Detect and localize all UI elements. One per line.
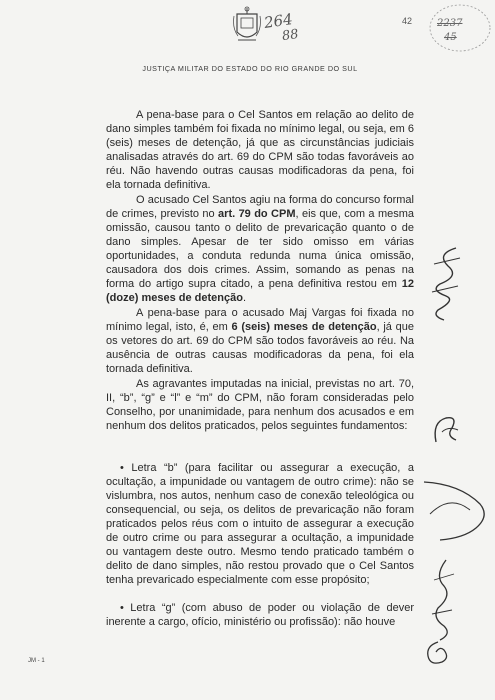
signature-5-icon xyxy=(422,638,452,668)
paragraph-1 xyxy=(106,108,414,192)
paragraph-4 xyxy=(106,377,414,433)
handwritten-folio: 264 xyxy=(262,10,294,32)
signature-1-icon xyxy=(426,244,466,322)
paragraph-3-bold-sentence: 6 (seis) meses de detenção xyxy=(231,321,377,333)
paragraph-2 xyxy=(106,193,414,305)
stamp-number-top: 2237 xyxy=(437,18,463,29)
form-code: JM - 1 xyxy=(28,658,45,664)
page-number: 42 xyxy=(402,16,413,26)
bullet-letter-g xyxy=(106,601,414,629)
signature-4-icon xyxy=(428,556,458,642)
institution-header: JUSTIÇA MILITAR DO ESTADO DO RIO GRANDE DO SUL xyxy=(142,64,358,73)
paragraph-3 xyxy=(106,306,414,376)
paragraph-4-text: As agravantes imputadas na inicial, previstas no art. 70, II, “b”, “g” e “l” e “m” do CPM, não foram consideradas pelo Conselho, por unanimidade, para nenhum dos acusados e em nenhum dos delitos praticados, pelos seguintes fundamentos: xyxy=(106,378,414,432)
paragraph-3-text-a: A pena-base para o acusado Maj Vargas foi fixada no mínimo legal, isto, é, em xyxy=(106,307,414,333)
paragraph-2-text-e: . xyxy=(242,292,246,304)
paragraph-3-text-c: , já que os vetores do art. 69 do CPM são todos favoráveis ao réu. Na ausência de outras causas modificadoras da pena, foi ela tornada definitiva. xyxy=(106,321,414,375)
coat-of-arms-icon xyxy=(232,6,262,46)
paragraph-1-text: A pena-base para o Cel Santos em relação ao delito de dano simples também foi fixada no mínimo legal, ou seja, em 6 (seis) meses de detenção, já que as circunstâncias judiciais analisadas através do art. 69 do CPM são todas favoráveis ao réu. Não havendo outras causas modificadoras da pena, foi ela tornada definitiva. xyxy=(106,109,414,191)
paragraph-2-text-c: , eis que, com a mesma omissão, causou tanto o delito de prevaricação quanto o de dano simples. Apesar de ter sido omisso em várias oportunidades, a conduta redunda numa única omissão, causadora dos dois crimes. Assim, somando as penas na forma do artigo supra citado, a pena definitiva restou em xyxy=(106,208,414,290)
paragraph-2-text-a: O acusado Cel Santos agiu na forma do concurso formal de crimes, previsto no xyxy=(106,194,414,220)
paragraph-2-bold-article: art. 79 do CPM xyxy=(218,208,296,220)
bullet-letter-g-text: • Letra “g” (com abuso de poder ou violação de dever inerente a cargo, ofício, ministério ou profissão): não houve xyxy=(106,602,414,628)
handwritten-folio-sub: 88 xyxy=(281,26,300,45)
signature-3-icon xyxy=(420,474,492,546)
bullet-letter-b-text: • Letra “b” (para facilitar ou assegurar a execução, a ocultação, a impunidade ou vantagem de outro crime): não se vislumbra, nos autos, nenhum caso de conexão teleológica ou consequencial, ou seja, os delitos de prevaricação não foram praticados pelos réus com o intuito de assegurar a execução de outro crime ou para assegurar a ocultação, a impunidade ou vantagem deste outro. Mesmo tendo praticado também o delito de dano simples, não restou provado que o Cel Santos tenha prevaricado especialmente com esse propósito; xyxy=(106,462,414,586)
signature-2-icon xyxy=(428,412,464,448)
folio-stamp xyxy=(424,2,492,58)
bullet-letter-b xyxy=(106,461,414,587)
stamp-number-bottom: 45 xyxy=(444,32,457,43)
paragraph-2-bold-sentence: 12 (doze) meses de detenção xyxy=(106,278,414,304)
